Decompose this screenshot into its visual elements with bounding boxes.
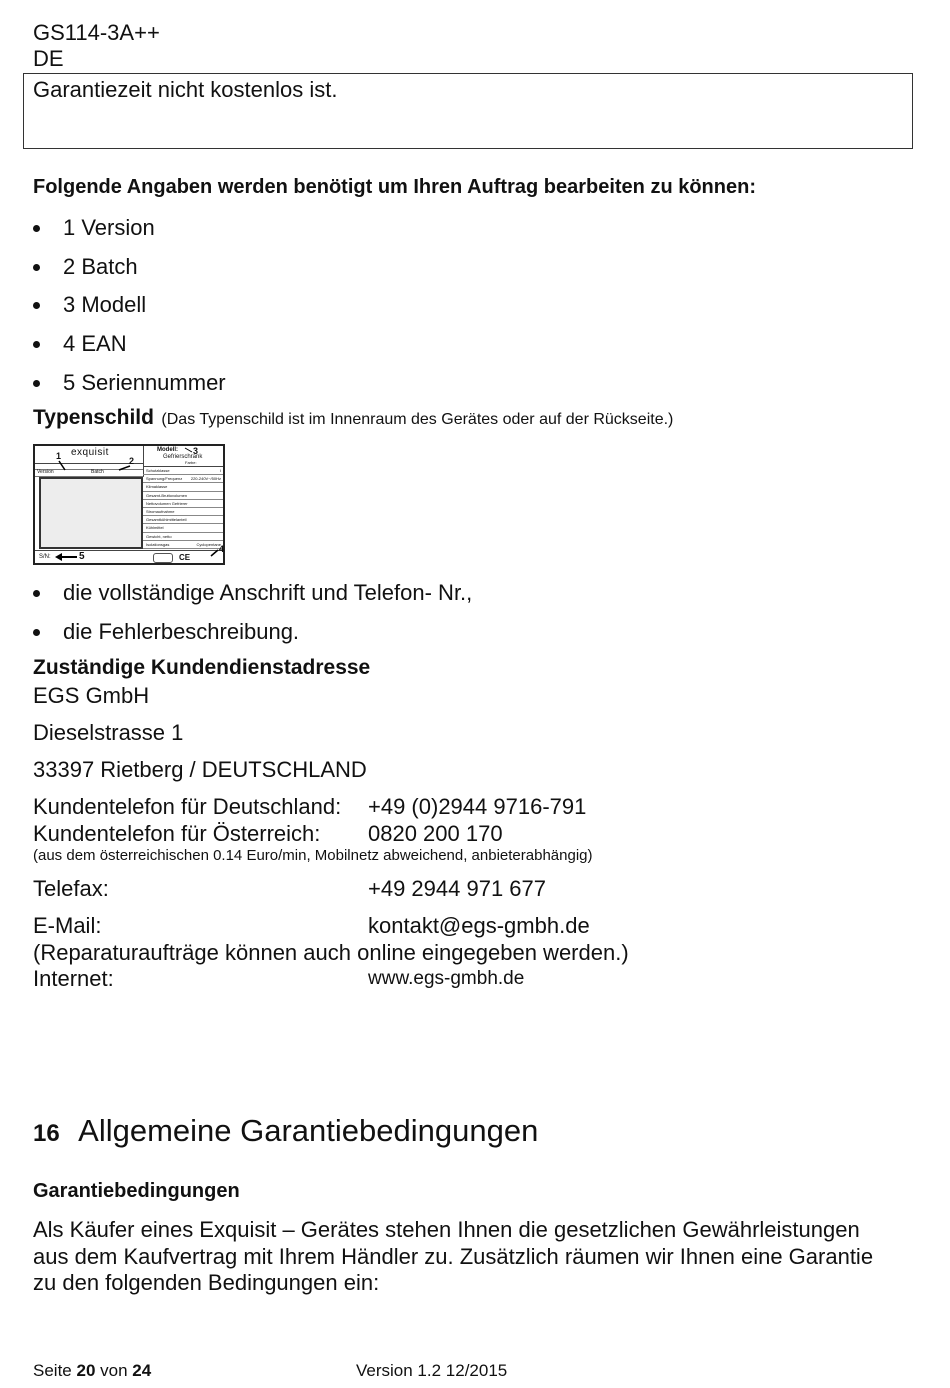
required-info-list (0, 213, 600, 406)
list-item: 3 Modell (0, 290, 600, 329)
typeplate-image (33, 444, 225, 565)
spec-row: Klimaklasse (143, 483, 223, 491)
bullet-icon (33, 590, 40, 597)
box-text: Garantiezeit nicht kostenlos ist. (33, 77, 338, 102)
paragraph-line: aus dem Kaufvertrag mit Ihrem Händler zu. Zusätzlich räumen wir Ihnen eine Garantie (33, 1243, 874, 1269)
model-label: Modell: (157, 447, 178, 453)
section-title: Allgemeine Garantiebedingungen (78, 1113, 539, 1148)
doc-version: Version 1.2 12/2015 (356, 1361, 508, 1380)
online-note: (Reparaturaufträge können auch online eingegeben werden.) (33, 940, 629, 965)
marker-5: 5 (79, 551, 85, 562)
warranty-paragraph (33, 1217, 873, 1297)
list-item: 1 Version (0, 213, 600, 252)
doc-language: DE (33, 46, 64, 71)
section-heading (33, 1113, 538, 1149)
doc-model: GS114-3A++ (33, 20, 160, 45)
spec-row: Gewicht, netto (143, 533, 223, 541)
list-item: die Fehlerbeschreibung. (0, 617, 700, 656)
marker-3: 3 (193, 446, 199, 456)
contact-info-list (0, 578, 700, 655)
internet-row (0, 966, 950, 994)
marker-1: 1 (56, 451, 62, 461)
spec-row: Kühlmittel (143, 524, 223, 532)
color-label: Farbe: (185, 460, 197, 465)
list-item: die vollständige Anschrift und Telefon- Nr., (0, 578, 700, 617)
email-row (0, 913, 950, 941)
phone-de-value: +49 (0)2944 9716-791 (368, 794, 587, 819)
bullet-icon (33, 264, 40, 271)
service-company: EGS GmbH (33, 683, 150, 708)
sn-label: S/N: (39, 554, 51, 560)
marker-2: 2 (129, 456, 135, 466)
bullet-icon (33, 225, 40, 232)
marker-arrows (35, 446, 223, 563)
email-label: E-Mail: (33, 913, 102, 938)
typeplate-note: (Das Typenschild ist im Innenraum des Gerätes oder auf der Rückseite.) (161, 411, 674, 428)
phone-de-row (0, 794, 950, 822)
bullet-icon (33, 302, 40, 309)
spec-row: Spannung/Frequenz 220-240V~/50Hz (143, 475, 223, 483)
bullet-icon (33, 629, 40, 636)
spec-row: Nettovolumen Gefrierer (143, 500, 223, 508)
fax-value: +49 2944 971 677 (368, 876, 547, 901)
spec-row: Schutzklasse I (143, 467, 223, 475)
list-item: 5 Seriennummer (0, 368, 600, 407)
bullet-icon (33, 341, 40, 348)
subheading: Garantiebedingungen (33, 1180, 240, 1202)
phone-at-row (0, 821, 950, 849)
spec-row: Gesamtkühlmittelanteil (143, 516, 223, 524)
phone-de-label: Kundentelefon für Deutschland: (33, 794, 342, 819)
service-street: Dieselstrasse 1 (33, 720, 184, 745)
service-heading: Zuständige Kundendienstadresse (33, 656, 371, 679)
list-item: 4 EAN (0, 329, 600, 368)
product-name: Gefrierschrank (163, 454, 203, 460)
phone-at-value: 0820 200 170 (368, 821, 503, 846)
spec-row: Isolationsgas Cyclopentane (143, 541, 223, 549)
page-number: Seite 20 von 24 (33, 1361, 152, 1380)
fax-label: Telefax: (33, 876, 109, 901)
marker-4: 4 (219, 544, 225, 554)
paragraph-line: zu den folgenden Bedingungen ein: (33, 1270, 380, 1295)
service-city: 33397 Rietberg / DEUTSCHLAND (33, 757, 367, 782)
batch-label: Batch (91, 469, 104, 475)
spec-row: Stromaufnahme (143, 508, 223, 516)
paragraph-line: Als Käufer eines Exquisit – Gerätes stehen Ihnen die gesetzlichen Gewährleistungen (33, 1217, 860, 1242)
section-number: 16 (33, 1120, 60, 1147)
list-item: 2 Batch (0, 252, 600, 291)
phone-note: (aus dem österreichischen 0.14 Euro/min, Mobilnetz abweichend, anbieterabhängig) (33, 847, 593, 864)
internet-label: Internet: (33, 966, 114, 991)
spec-row: Gesamt-Bruttovolumen (143, 492, 223, 500)
internet-link[interactable]: www.egs-gmbh.de (368, 968, 525, 989)
typeplate-title: Typenschild (33, 406, 154, 429)
ce-mark: CE (179, 553, 191, 562)
required-info-heading: Folgende Angaben werden benötigt um Ihren Auftrag bearbeiten zu können: (33, 176, 756, 198)
brand-logo: exquisit (71, 447, 109, 458)
version-label: Version (37, 469, 54, 475)
email-link[interactable]: kontakt@egs-gmbh.de (368, 913, 590, 938)
fax-row (0, 876, 950, 904)
bullet-icon (33, 380, 40, 387)
typeplate-caption (33, 406, 673, 430)
phone-at-label: Kundentelefon für Österreich: (33, 821, 321, 846)
continued-text-box (23, 73, 913, 149)
